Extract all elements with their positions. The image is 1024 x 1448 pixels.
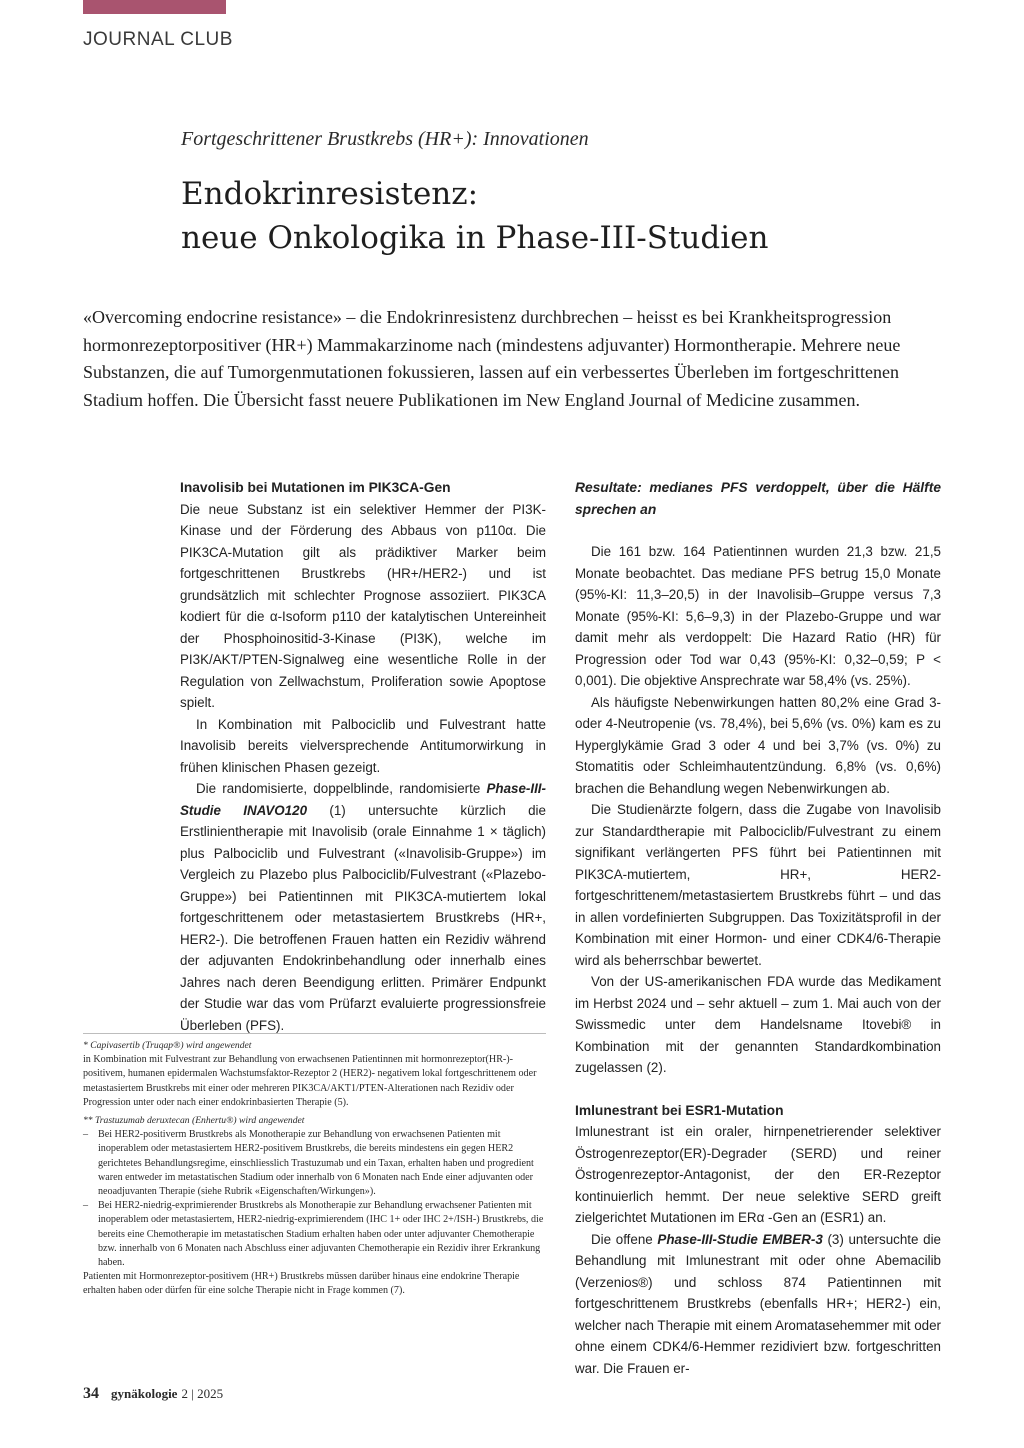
section-accent-bar: [83, 0, 226, 14]
section-heading-imlunestrant: Imlunestrant bei ESR1-Mutation: [575, 1102, 784, 1118]
footnote-list-item: [83, 1199, 546, 1270]
paragraph: In Kombination mit Palbociclib und Fulvestrant hatte Inavolisib bereits vielversprechende Antitumorwirkung in frühen klinischen Phasen gezeigt.: [180, 716, 546, 775]
text: (1) untersuchte kürzlich die Erstlinientherapie mit Inavolisib (orale Einnahme 1 × täglich) plus Palbociclib und Fulvestrant («Inavolisib-Gruppe») im Vergleich zu Plazebo plus Palbociclib/Fulvestrant («Plazebo-Gruppe») bei Patientinnen mit PIK3CA-mutiertem lokal fortgeschrittenem oder metastasiertem Brustkrebs (HR+, HER2-). Die betroffenen Frauen hatten ein Rezidiv während der adjuvanten Endokrinbehandlung oder innerhalb eines Jahres nach deren Beendigung erlitten. Primärer Endpunkt der Studie war das vom Prüfarzt evaluierte progressionsfreie Überleben (PFS).: [180, 802, 546, 1033]
study-name-emphasis: Phase-III-Studie INAVO120: [180, 781, 546, 818]
paragraph-inavo120: [180, 778, 546, 1036]
paragraph: Die Studienärzte folgern, dass die Zugabe von Inavolisib zur Standardtherapie mit Palbociclib/Fulvestrant zu einem signifikant verlängerten PFS führt bei Patientinnen mit PIK3CA-mutiertem, HR+, HER2- fortgeschrittenem/metastasiertem Brustkrebs führt – und das in allen vordefinierten Subgruppen. Das Toxizitätsprofil in der Kombination mit einer Hormon- und einer CDK4/6-Therapie wird als beherrschbar bewertet.: [575, 802, 941, 968]
paragraph: Von der US-amerikanischen FDA wurde das Medikament im Herbst 2024 und – sehr aktuell – zum 1. Mai auch von der Swissmedic unter dem Handelsname Itovebi® in Kombination mit der genannten Standardkombination zugelassen (2).: [575, 974, 941, 1075]
article-lead: «Overcoming endocrine resistance» – die Endokrinresistenz durchbrechen – heisst es bei Krankheitsprogression hormonrezeptorpositiver (HR+) Mammakarzinome nach (mindestens adjuvanter) Hormontherapie. Mehrere neue Substanzen, die auf Tumorgenmutationen fokussieren, lassen auf ein verbessertes Überleben im fortgeschrittenen Stadium hoffen. Die Übersicht fasst neuere Publikationen im New England Journal of Medicine zusammen.: [83, 307, 901, 410]
footnotes: [83, 1033, 546, 1299]
text: (3) untersuchte die Behandlung mit Imlunestrant mit oder ohne Abemacilib (Verzenios®) und schloss 874 Patientinnen mit fortgeschrittenem Brustkrebs (ebenfalls HR+; HER2-) ein, welcher nach Therapie mit einem Aromatasehemmer mit oder ohne einem CDK4/6-Hemmer rezidiviert bzw. fortgeschritten war. Die Frauen er-: [575, 1231, 941, 1376]
footnote-text: in Kombination mit Fulvestrant zur Behandlung von erwachsenen Patientinnen mit hormonrezeptor(HR-)- positivem, humanen epidermalen Wachstumsfaktor-Rezeptor 2 (HER2)- negativem lokal fortgeschrittenem oder metastasiertem Brustkrebs mit einer oder mehreren PIK3CA/AKT1/PTEN-Alterationen nach Rezidiv oder Progression unter oder nach einer endokrinbasierten Therapie (5).: [83, 1054, 537, 1108]
page-footer: [83, 1385, 223, 1403]
section-label: JOURNAL CLUB: [83, 29, 233, 50]
section-heading-results: Resultate: medianes PFS verdoppelt, über die Hälfte sprechen an: [575, 480, 941, 517]
issue-number: 2 | 2025: [181, 1386, 224, 1401]
title-line-2: neue Onkologika in Phase-III-Studien: [181, 220, 769, 256]
footnote-item-text: Bei HER2-positiverm Brustkrebs als Monotherapie zur Behandlung von erwachsenen Patienten mit inoperablem oder metastasiertem HER2-positivem Brustkrebs, die bereits mindestens ein gegen HER2 gerichtetes Behandlungsregime, einschliesslich Trastuzumab und ein Taxan, erhalten haben und progredient waren entweder im metastatischen Stadium oder innerhalb von 6 Monaten nach Ende einer adjuvanten oder neoadjuvanten Therapie (siehe Rubrik «Eigenschaften/Wirkungen»).: [98, 1129, 534, 1198]
text: Die offene: [591, 1231, 658, 1247]
page-number: 34: [83, 1385, 99, 1402]
spacer: [575, 1079, 941, 1100]
paragraph-ember3: [575, 1229, 941, 1380]
footnote-item-text: Bei HER2-niedrig-exprimierender Brustkrebs als Monotherapie zur Behandlung erwachsener Patienten mit inoperablem oder metastasiertem, HER2-niedrig-exprimierendem (IHC 1+ oder IHC 2+/ISH-) Brustkrebs, die bereits eine Chemotherapie im metastatischen Stadium erhalten haben oder unter adjuvanter Chemotherapie bzw. innerhalb von 6 Monaten nach Abschluss einer adjuvanten Chemotherapie ein Rezidiv ihrer Erkrankung haben.: [98, 1200, 544, 1269]
text: Die randomisierte, doppelblinde, randomisierte: [196, 781, 487, 796]
article-title: [181, 172, 768, 260]
spacer: [575, 520, 941, 541]
study-name-emphasis: Phase-III-Studie EMBER-3: [657, 1231, 823, 1247]
paragraph: Die neue Substanz ist ein selektiver Hemmer der PI3K-Kinase und der Förderung des Abbaus von p110α. Die PIK3CA-Mutation gilt als prädiktiver Marker beim fortgeschrittenen Brustkrebs (HR+/HER2-) und ist grundsätzlich mit schlechter Prognose assoziiert. PIK3CA kodiert für die α-Isoform p110 der katalytischen Untereinheit der Phosphoinositid-3-Kinase (PI3K), welche im PI3K/AKT/PTEN-Signalweg eine wesentliche Rolle in der Regulation von Zellwachstum, Proliferation sowie Apoptose spielt.: [180, 501, 546, 710]
footnote-text: Patienten mit Hormonrezeptor-positivem (HR+) Brustkrebs müssen darüber hinaus eine endokrine Therapie erhalten haben oder dürfen für eine solche Therapie nicht in Frage kommen (7).: [83, 1271, 520, 1297]
title-line-1: Endokrinresistenz:: [181, 176, 479, 212]
paragraph: Die 161 bzw. 164 Patientinnen wurden 21,3 bzw. 21,5 Monate beobachtet. Das mediane PFS betrug 15,0 Monate (95%-KI: 11,3–20,5) in der Inavolisib–Gruppe versus 7,3 Monate (95%-KI: 5,6–9,3) in der Plazebo-Gruppe und war damit mehr als verdoppelt: Die Hazard Ratio (HR) für Progression oder Tod war 0,43 (95%-KI: 0,32–0,59; P < 0,001). Die objektive Ansprechrate war 58,4% (vs. 25%).: [575, 544, 941, 688]
list-dash: –: [83, 1200, 89, 1212]
footnote-list: [83, 1128, 546, 1270]
paragraph: Imlunestrant ist ein oraler, hirnpenetrierender selektiver Östrogenrezeptor(ER)-Degrader (SERD) und reiner Östrogenrezeptor-Antagonist, der den ER-Rezeptor kontinuierlich hemmt. Der neue selektive SERD greift zielgerichtet Mutationen im ERα -Gen an (ESR1) an.: [575, 1124, 941, 1225]
journal-name: gynäkologie: [111, 1386, 178, 1401]
section-heading-inavolisib: Inavolisib bei Mutationen im PIK3CA-Gen: [180, 480, 451, 495]
footnote-heading: ** Trastuzumab deruxtecan (Enhertu®) wird angewendet: [83, 1115, 305, 1127]
footnote-list-item: [83, 1128, 546, 1199]
left-column: [180, 477, 546, 1036]
article-kicker: Fortgeschrittener Brustkrebs (HR+): Innovationen: [181, 128, 589, 150]
list-dash: –: [83, 1129, 89, 1141]
paragraph: Als häufigste Nebenwirkungen hatten 80,2% eine Grad 3- oder 4-Neutropenie (vs. 78,4%), bei 5,6% (vs. 0%) kam es zu Hyperglykämie Grad 3 oder 4 und bei 3,7% (vs. 0%) zu Stomatitis oder Schleimhautentzündung. 6,8% (vs. 0,6%) brachen die Behandlung wegen Nebenwirkungen ab.: [575, 694, 941, 796]
right-column: [575, 477, 941, 1379]
footnote-heading: * Capivasertib (Truqap®) wird angewendet: [83, 1040, 252, 1051]
